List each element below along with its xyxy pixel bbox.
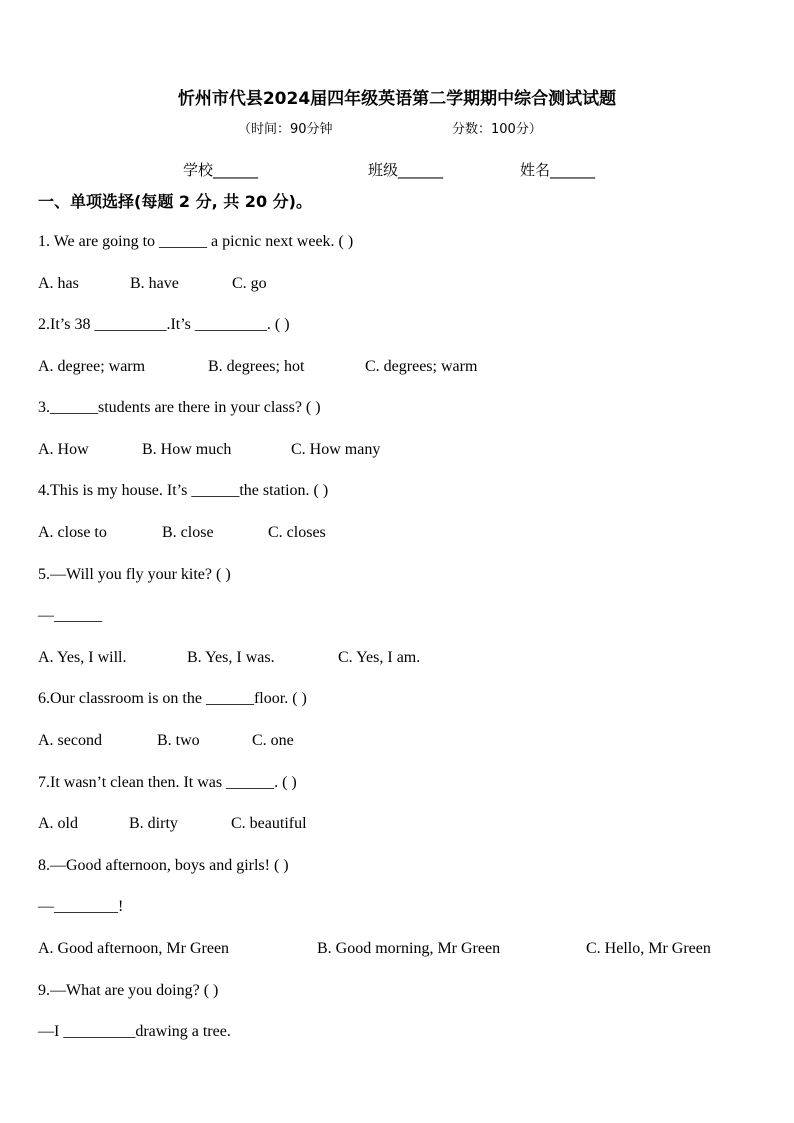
school-label: 学校	[183, 161, 214, 179]
question-6: 6.Our classroom is on the ______floor. ( )	[38, 690, 307, 707]
question-4: 4.This is my house. It’s ______the station. ( )	[38, 482, 329, 499]
q5-option-a: A. Yes, I will.	[38, 649, 127, 666]
q1-option-c: C. go	[232, 275, 267, 292]
q3-option-b: B. How much	[142, 441, 232, 458]
q5-answer-line: —______	[38, 607, 102, 624]
q2-option-a: A. degree; warm	[38, 358, 146, 375]
q2-option-c: C. degrees; warm	[365, 358, 478, 375]
q4-option-b: B. close	[162, 524, 214, 541]
q6-option-a: A. second	[38, 732, 102, 749]
q5-option-b: B. Yes, I was.	[187, 649, 275, 666]
q3-option-c: C. How many	[291, 441, 381, 458]
q6-option-b: B. two	[157, 732, 200, 749]
q8-option-b: B. Good morning, Mr Green	[317, 940, 501, 957]
question-8: 8.—Good afternoon, boys and girls! ( )	[38, 857, 289, 874]
q7-option-b: B. dirty	[129, 815, 178, 832]
question-9: 9.—What are you doing? ( )	[38, 982, 219, 999]
q7-option-a: A. old	[38, 815, 78, 832]
school-field	[183, 159, 258, 180]
class-field	[368, 159, 443, 180]
name-blank: ______	[550, 161, 596, 179]
q8-option-c: C. Hello, Mr Green	[586, 940, 711, 957]
question-5: 5.—Will you fly your kite? ( )	[38, 566, 231, 583]
name-label: 姓名	[520, 161, 551, 179]
school-blank: ______	[213, 161, 259, 179]
q1-option-b: B. have	[130, 275, 179, 292]
question-1: 1. We are going to ______ a picnic next week. ( )	[38, 233, 354, 250]
q3-option-a: A. How	[38, 441, 89, 458]
q1-option-a: A. has	[38, 275, 79, 292]
q9-answer-line: —I _________drawing a tree.	[38, 1023, 231, 1040]
q8-answer-line: —________!	[38, 898, 124, 915]
q5-option-c: C. Yes, I am.	[338, 649, 421, 666]
section-heading: 一、单项选择(每题 2 分, 共 20 分)。	[38, 192, 312, 211]
question-7: 7.It wasn’t clean then. It was ______. ( )	[38, 774, 297, 791]
class-blank: ______	[398, 161, 444, 179]
q8-option-a: A. Good afternoon, Mr Green	[38, 940, 230, 957]
page-title: 忻州市代县2024届四年级英语第二学期期中综合测试试题	[177, 89, 617, 109]
q4-option-a: A. close to	[38, 524, 107, 541]
q6-option-c: C. one	[252, 732, 294, 749]
question-2: 2.It’s 38 _________.It’s _________. ( )	[38, 316, 290, 333]
class-label: 班级	[368, 161, 399, 179]
exam-score: 分数：100分）	[452, 122, 542, 137]
exam-time: （时间：90分钟	[238, 122, 333, 137]
q2-option-b: B. degrees; hot	[208, 358, 305, 375]
q7-option-c: C. beautiful	[231, 815, 307, 832]
q4-option-c: C. closes	[268, 524, 326, 541]
question-3: 3.______students are there in your class? ( )	[38, 399, 321, 416]
name-field	[520, 159, 595, 180]
